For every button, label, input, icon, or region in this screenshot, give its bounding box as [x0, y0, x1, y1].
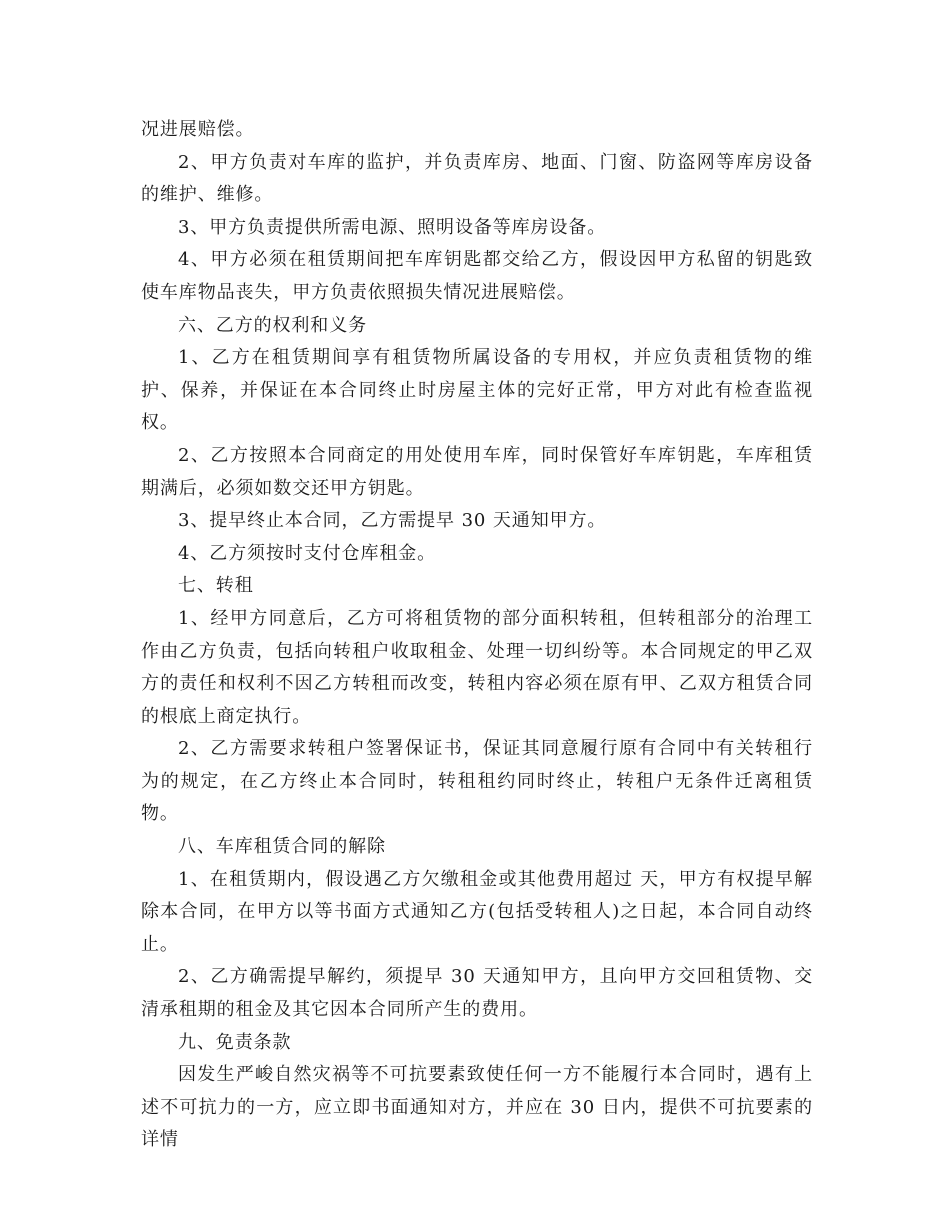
- section-heading-8: 八、车库租赁合同的解除: [178, 836, 386, 858]
- section-heading-9: 九、免责条款: [178, 1031, 292, 1053]
- paragraph-15: 2、乙方确需提早解约，须提早 30 天通知甲方，且向甲方交回租赁物、交清承租期的租金及其它因本合同所产生的费用。: [141, 966, 813, 1021]
- paragraph-2: 2、甲方负责对车库的监护，并负责库房、地面、门窗、防盗网等库房设备的维护、维修。: [141, 151, 813, 206]
- paragraph-6: 1、乙方在租赁期间享有租赁物所属设备的专用权，并应负责租赁物的维护、保养，并保证在本合同终止时房屋主体的完好正常，甲方对此有检查监视权。: [141, 347, 813, 434]
- paragraph-4: 4、甲方必须在租赁期间把车库钥匙都交给乙方，假设因甲方私留的钥匙致使车库物品丧失，甲方负责依照损失情况进展赔偿。: [141, 249, 813, 303]
- paragraph-17: 因发生严峻自然灾祸等不可抗要素致使任何一方不能履行本合同时，遇有上述不可抗力的一方，应立即书面通知对方，并应在 30 日内，提供不可抗要素的详情: [141, 1064, 813, 1151]
- section-heading-7: 七、转租: [178, 575, 254, 597]
- paragraph-12: 2、乙方需要求转租户签署保证书，保证其同意履行原有合同中有关转租行为的规定，在乙方终止本合同时，转租租约同时终止，转租户无条件迁离租赁物。: [141, 738, 813, 825]
- paragraph-14: 1、在租赁期内，假设遇乙方欠缴租金或其他费用超过 天，甲方有权提早解除本合同，在甲方以等书面方式通知乙方(包括受转租人)之日起，本合同自动终止。: [141, 868, 813, 955]
- document-body: [141, 114, 813, 1157]
- paragraph-1: 况进展赔偿。: [141, 119, 255, 140]
- paragraph-9: 4、乙方须按时支付仓库租金。: [178, 542, 437, 564]
- paragraph-3: 3、甲方负责提供所需电源、照明设备等库房设备。: [178, 216, 607, 238]
- paragraph-8: 3、提早终止本合同，乙方需提早 30 天通知甲方。: [178, 510, 607, 532]
- paragraph-7: 2、乙方按照本合同商定的用处使用车库，同时保管好车库钥匙，车库租赁期满后，必须如数交还甲方钥匙。: [141, 444, 813, 499]
- section-heading-6: 六、乙方的权利和义务: [178, 314, 367, 336]
- paragraph-11: 1、经甲方同意后，乙方可将租赁物的部分面积转租，但转租部分的治理工作由乙方负责，包括向转租户收取租金、处理一切纠纷等。本合同规定的甲乙双方的责任和权利不因乙方转租而改变，转租内容必须在原有甲、乙双方租赁合同的根底上商定执行。: [141, 607, 813, 727]
